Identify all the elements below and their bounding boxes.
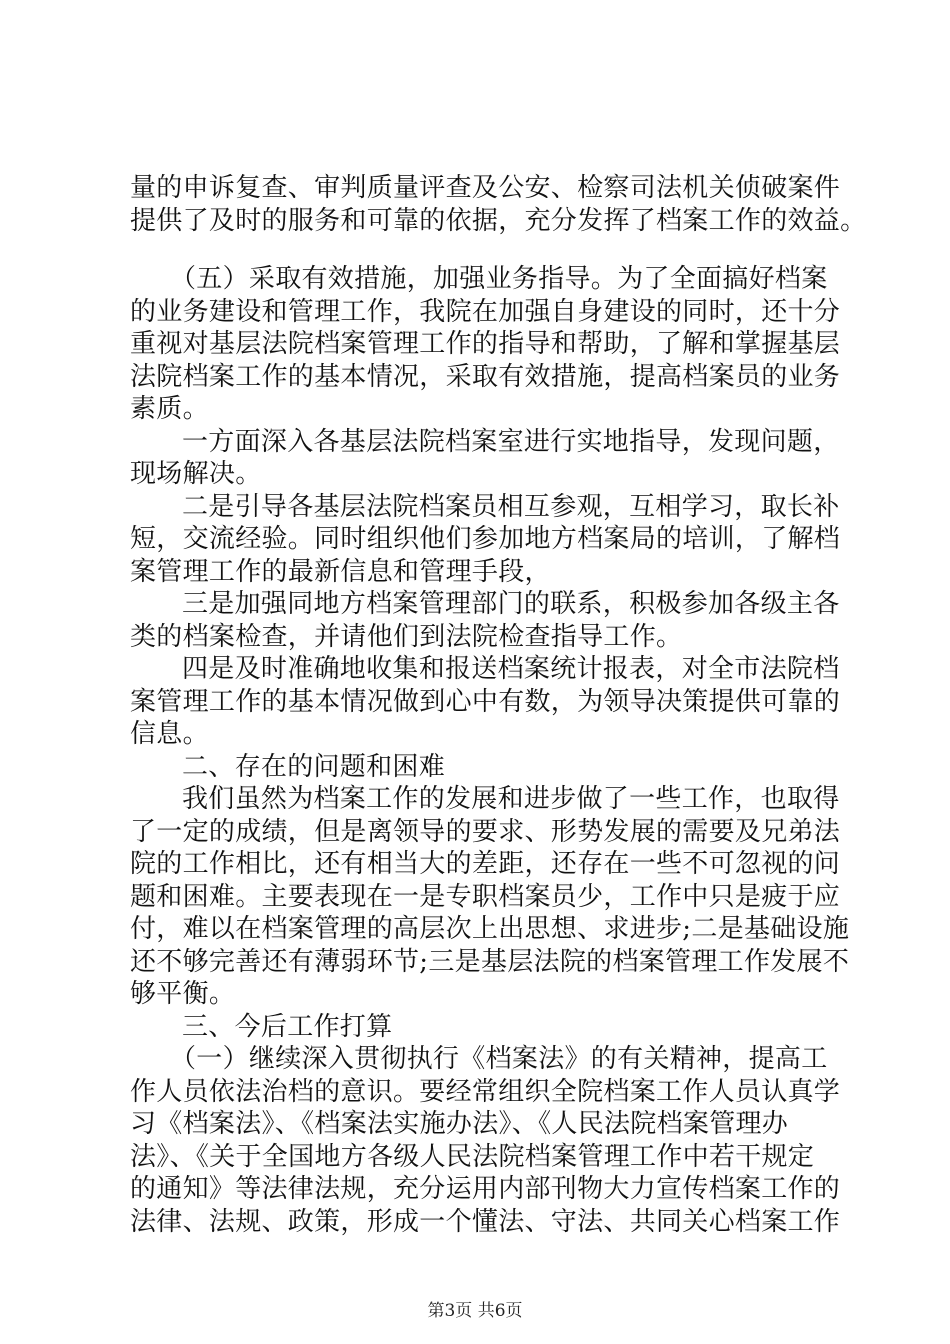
text-line: 我们虽然为档案工作的发展和进步做了一些工作，也取得 (182, 784, 840, 814)
text-line: 院的工作相比，还有相当大的差距，还存在一些不可忽视的问 (130, 849, 841, 879)
text-line: 够平衡。 (130, 979, 236, 1009)
text-line: 二是引导各基层法院档案员相互参观，互相学习，取长补 (182, 491, 840, 522)
text-line: 素质。 (130, 394, 209, 424)
paragraph-gap (130, 237, 830, 263)
heading-line: 三、今后工作打算 (182, 1011, 393, 1042)
text-line: 案管理工作的最新信息和管理手段， (130, 556, 551, 587)
text-line: （一）继续深入贯彻执行《档案法》的有关精神，提高工 (170, 1044, 828, 1074)
text-line: 量的申诉复查、审判质量评查及公安、检察司法机关侦破案件 (130, 173, 841, 203)
paragraph-point-two (130, 491, 841, 589)
text-line: 类的档案检查，并请他们到法院检查指导工作。 (130, 621, 683, 652)
text-line: 的通知》等法律法规，充分运用内部刊物大力宣传档案工作的 (130, 1174, 841, 1204)
text-line: 了一定的成绩，但是离领导的要求、形势发展的需要及兄弟法 (130, 816, 841, 847)
paragraph-plan-one (130, 1043, 841, 1238)
text-line: 现场解决。 (130, 459, 262, 489)
text-line: 四是及时准确地收集和报送档案统计报表，对全市法院档 (182, 654, 840, 684)
text-line: 还不够完善还有薄弱环节;三是基层法院的档案管理工作发展不 (130, 946, 850, 977)
section-heading-problems (130, 751, 830, 784)
paragraph-point-four (130, 653, 841, 751)
text-line: 重视对基层法院档案管理工作的指导和帮助，了解和掌握基层 (130, 329, 841, 359)
text-line: 的业务建设和管理工作，我院在加强自身建设的同时，还十分 (130, 296, 841, 327)
text-line: 法》、《关于全国地方各级人民法院档案管理工作中若干规定 (130, 1141, 815, 1172)
text-line: 一方面深入各基层法院档案室进行实地指导，发现问题， (182, 426, 840, 457)
text-line: 作人员依法治档的意识。要经常组织全院档案工作人员认真学 (130, 1076, 841, 1107)
paragraph-problems (130, 783, 850, 1011)
paragraph-continuation (130, 172, 867, 237)
text-line: 提供了及时的服务和可靠的依据，充分发挥了档案工作的效益。 (130, 205, 867, 236)
text-line: 习《档案法》、《档案法实施办法》、《人民法院档案管理办 (130, 1109, 789, 1139)
text-line: 三是加强同地方档案管理部门的联系，积极参加各级主各 (182, 589, 840, 619)
text-line: 信息。 (130, 719, 209, 749)
text-line: 法院档案工作的基本情况，采取有效措施，提高档案员的业务 (130, 361, 841, 392)
document-body (130, 172, 867, 1238)
paragraph-point-one (130, 426, 840, 491)
paragraph-section-five (130, 263, 841, 426)
page-number-footer: 第3页 共6页 (427, 1301, 523, 1321)
text-line: 付，难以在档案管理的高层次上出思想、求进步;二是基础设施 (130, 914, 850, 944)
text-line: 案管理工作的基本情况做到心中有数，为领导决策提供可靠的 (130, 686, 841, 717)
text-line: 短，交流经验。同时组织他们参加地方档案局的培训，了解档 (130, 524, 841, 554)
text-line: 题和困难。主要表现在一是专职档案员少，工作中只是疲于应 (130, 881, 841, 912)
text-line: （五）采取有效措施，加强业务指导。为了全面搞好档案 (170, 264, 828, 294)
heading-line: 二、存在的问题和困难 (182, 751, 446, 782)
paragraph-point-three (130, 588, 840, 653)
section-heading-plans (130, 1011, 830, 1044)
text-line: 法律、法规、政策，形成一个懂法、守法、共同关心档案工作 (130, 1206, 841, 1237)
